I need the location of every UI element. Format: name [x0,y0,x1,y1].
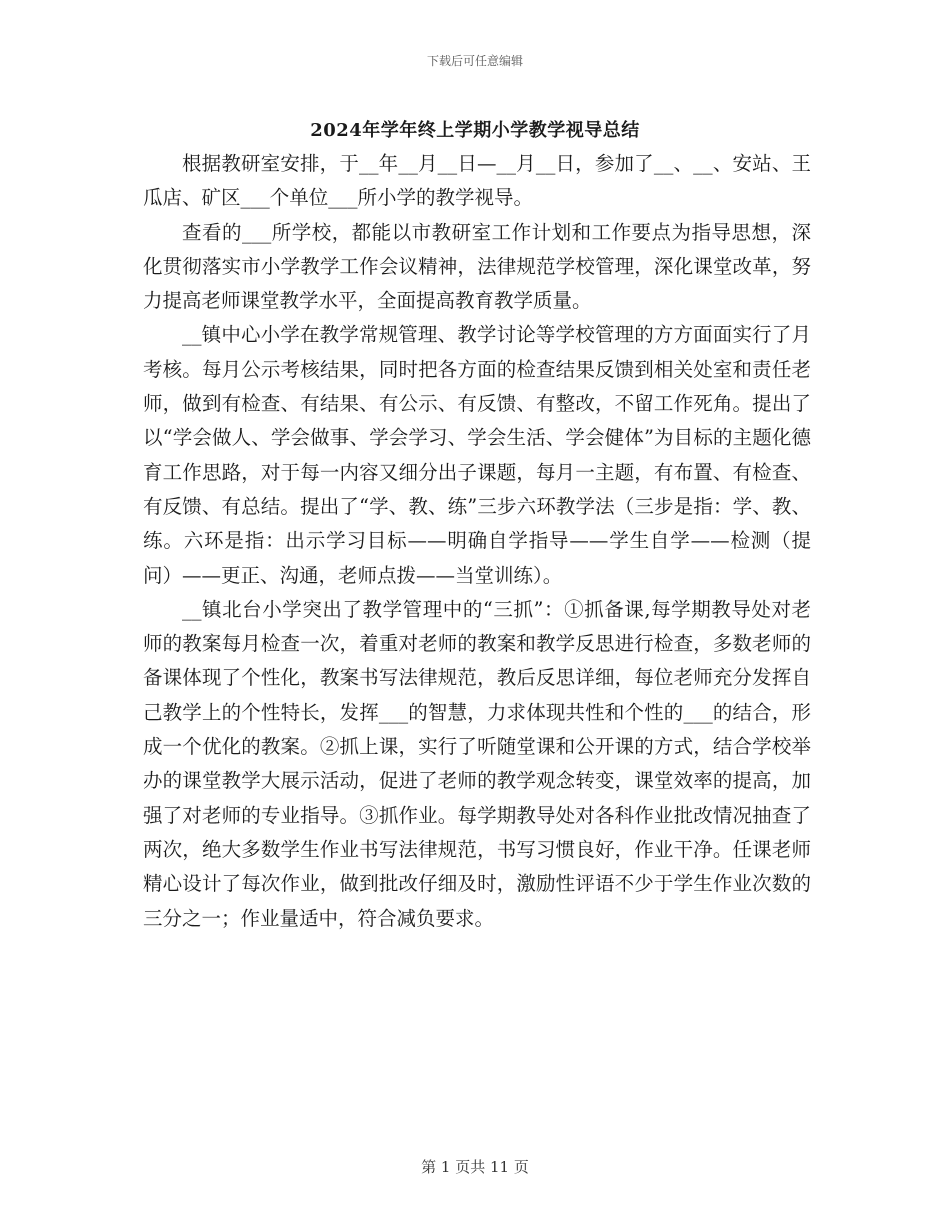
paragraph-central-school: __镇中心小学在教学常规管理、教学讨论等学校管理的方方面面实行了月考核。每月公示考核结果，同时把各方面的检查结果反馈到相关处室和责任老师，做到有检查、有结果、有公示、有反馈、有整改，不留工作死角。提出了以“学会做人、学会做事、学会学习、学会生活、学会健体”为目标的主题化德育工作思路，对于每一内容又细分出子课题，每月一主题，有布置、有检查、有反馈、有总结。提出了“学、教、练”三步六环教学法（三步是指：学、教、练。六环是指：出示学习目标——明确自学指导——学生自学——检测（提问）——更正、沟通，老师点拨——当堂训练）。 [143,323,811,587]
paragraph-overview: 查看的___所学校，都能以市教研室工作计划和工作要点为指导思想，深化贯彻落实市小学教学工作会议精神，法律规范学校管理，深化课堂改革，努力提高老师课堂教学水平，全面提高教育教学质量。 [143,220,811,313]
page-number: 第 1 页共 11 页 [421,1158,529,1176]
document-title: 2024年学年终上学期小学教学视导总结 [310,120,640,141]
paragraph-schedule: 根据教研室安排，于__年__月__日—__月__日，参加了__、__、安站、王瓜店、矿区___个单位___所小学的教学视导。 [143,152,811,210]
page-header-note: 下载后可任意编辑 [426,54,523,68]
paragraph-beitai-school: __镇北台小学突出了教学管理中的“三抓”：①抓备课,每学期教导处对老师的教案每月检查一次，着重对老师的教案和教学反思进行检查，多数老师的备课体现了个性化，教案书写法律规范，教后反思详细，每位老师充分发挥自己教学上的个性特长，发挥___的智慧，力求体现共性和个性的___的结合，形成一个优化的教案。②抓上课，实行了听随堂课和公开课的方式，结合学校举办的课堂教学大展示活动，促进了老师的教学观念转变，课堂效率的提高，加强了对老师的专业指导。③抓作业。每学期教导处对各科作业批改情况抽查了两次，绝大多数学生作业书写法律规范，书写习惯良好，作业干净。任课老师精心设计了每次作业，做到批改仔细及时，激励性评语不少于学生作业次数的三分之一；作业量适中，符合减负要求。 [143,597,811,930]
document-body [143,147,811,936]
